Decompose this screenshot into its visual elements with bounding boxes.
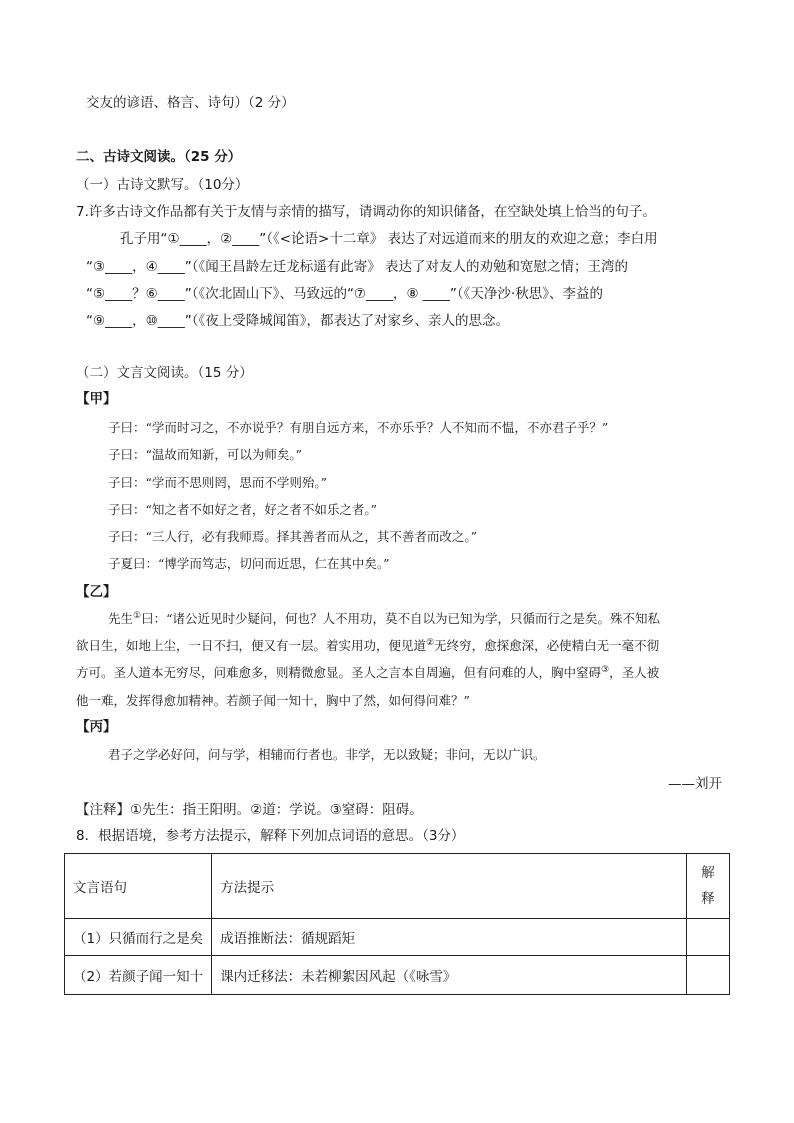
footnote-marker: ③ [601,664,610,675]
passage-jia-line: 子曰：“学而不思则罔，思而不学则殆。” [108,475,328,490]
table-cell: （1）只循而行之是矣 [65,919,212,956]
section-title: 二、古诗文阅读。（25 分） [76,149,242,165]
table-row [65,919,730,956]
passage-yi-line-1 [108,610,660,628]
passage-yi-text: 先生 [108,611,134,626]
passage-yi-text: 方可。圣人道本无穷尽，问难愈多，则精微愈显。圣人之言本自周遍，但有问难的人，胸中窒碍 [76,665,602,680]
passage-yi-text: 曰：“诸公近见时少疑问，何也？人不用功，莫不自以为已知为学，只循而行之是矣。殊不知私 [141,611,660,626]
passage-yi-text: 无终穷，愈探愈深，必使精白无一毫不彻 [434,638,660,653]
part1-title: （一）古诗文默写。（10分） [76,177,249,193]
footnote-marker: ① [133,610,142,621]
passage-yi-line-2 [76,637,659,655]
table-header-row [65,854,730,919]
question-7-line-3: “⑤____？⑥____”（《次北固山下》、马致远的“⑦____，⑧ ____”（《天净沙·秋思》、李益的 [86,286,603,302]
question-7-line-2: “③____，④____”（《闻王昌龄左迁龙标遥有此寄》 表达了对友人的劝勉和宽慰之情；王湾的 [86,259,628,275]
passage-yi-text: ，圣人被 [609,665,660,680]
table-header-cell: 解 释 [687,854,730,919]
passage-yi-line-4: 他一难，发挥得愈加精神。若颜子闻一知十，胸中了然，如何得问难？” [76,693,470,708]
table-header-cell: 方法提示 [212,854,687,919]
table-row [65,956,730,995]
question-8-prompt: 8．根据语境，参考方法提示，解释下列加点词语的意思。（3分） [76,828,465,844]
passage-yi-line-3 [76,664,659,682]
table-cell: 课内迁移法：未若柳絮因风起（《咏雪》 [212,956,687,995]
passage-yi-label: 【乙】 [76,584,117,600]
vocabulary-table [64,853,730,995]
question-7-prompt: 7.许多古诗文作品都有关于友情与亲情的描写，请调动你的知识储备，在空缺处填上恰当的句子。 [76,204,656,220]
passage-jia-label: 【甲】 [76,391,117,407]
passage-bing-line: 君子之学必好问，问与学，相辅而行者也。非学，无以致疑；非问，无以广识。 [108,747,546,762]
footnote-marker: ② [426,637,435,648]
annotation-notes: 【注释】①先生：指王阳明。②道：学说。③窒碍：阻碍。 [76,802,423,818]
question-7-line-1: 孔子用“①____，②____”（《<论语>十二章》 表达了对远道而来的朋友的欢迎之意；李白用 [120,231,658,247]
answer-cell[interactable] [687,956,730,995]
passage-jia-line: 子曰：“知之者不如好之者，好之者不如乐之者。” [108,502,378,517]
passage-jia-line: 子夏曰：“博学而笃志，切问而近思，仁在其中矣。” [108,556,390,571]
table-cell: （2）若颜子闻一知十 [65,956,212,995]
table-header-cell: 文言语句 [65,854,212,919]
part2-title: （二）文言文阅读。（15 分） [76,365,253,381]
passage-jia-line: 子曰：“学而时习之，不亦说乎？有朋自远方来，不亦乐乎？人不知而不愠，不亦君子乎？” [108,420,609,435]
passage-jia-line: 子曰：“温故而知新，可以为师矣。” [108,447,303,462]
question-7-line-4: “⑨____，⑩____”（《夜上受降城闻笛》，都表达了对家乡、亲人的思念。 [86,313,509,329]
passage-jia-line: 子曰：“三人行，必有我师焉。择其善者而从之，其不善者而改之。” [108,529,478,544]
answer-cell[interactable] [687,919,730,956]
passage-bing-author: ——刘开 [668,776,722,792]
passage-bing-label: 【丙】 [76,719,117,735]
passage-yi-text: 欲日生，如地上尘，一日不扫，便又有一层。着实用功，便见道 [76,638,427,653]
table-cell: 成语推断法：循规蹈矩 [212,919,687,956]
intro-line: 交友的谚语、格言、诗句）（2 分） [86,95,295,111]
